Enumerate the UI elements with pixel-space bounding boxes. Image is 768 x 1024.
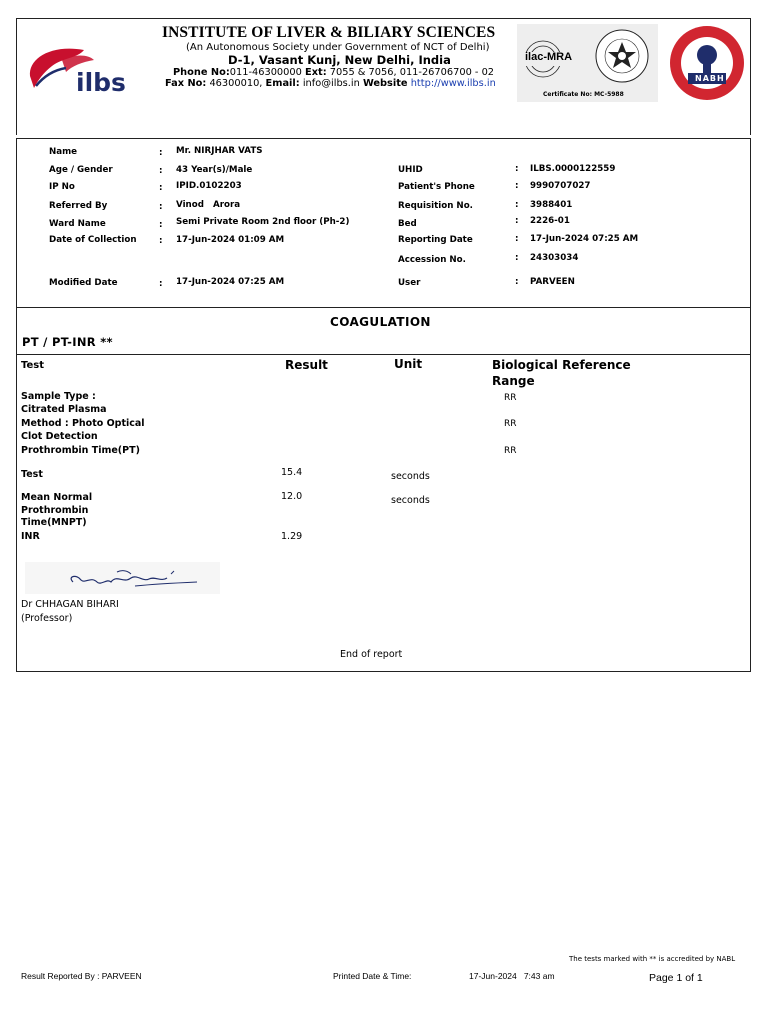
email-label: Email: [265, 78, 300, 89]
col-test-header: Test [21, 360, 45, 371]
institute-fax-line [165, 78, 496, 89]
printed-label: Printed Date & Time: [333, 971, 412, 981]
page-number: Page 1 of 1 [649, 972, 703, 984]
accession-label: Accession No. [398, 255, 466, 265]
colon: : [159, 279, 163, 289]
requisition-label: Requisition No. [398, 201, 473, 211]
website-link[interactable]: http://www.ilbs.in [410, 78, 496, 89]
email-value[interactable]: info@ilbs.in [302, 78, 360, 89]
col-result-header: Result [285, 358, 328, 372]
reported-by: Result Reported By : PARVEEN [21, 971, 142, 981]
bed-label: Bed [398, 219, 417, 229]
pt-header-label: Prothrombin Time(PT) [21, 445, 140, 456]
ilac-text: ilac-MRA [525, 51, 573, 63]
colon: : [515, 164, 519, 174]
results-divider [16, 354, 751, 355]
doctor-signature-image [25, 562, 220, 594]
logo-text: ilbs [76, 68, 126, 97]
colon: : [515, 277, 519, 287]
institute-name: INSTITUTE OF LIVER & BILIARY SCIENCES [162, 24, 496, 41]
fax-value: 46300010, [209, 78, 263, 89]
phone-label: Phone No: [173, 67, 230, 78]
colon: : [515, 253, 519, 263]
printed-value: 17-Jun-2024 7:43 am [469, 971, 555, 981]
colon: : [159, 166, 163, 176]
ref-range-method: RR [504, 419, 517, 429]
colon: : [515, 200, 519, 210]
doctor-name: Dr CHHAGAN BIHARI [21, 599, 119, 610]
ref-range-pt: RR [504, 446, 517, 456]
reporting-date-label: Reporting Date [398, 235, 473, 245]
colon: : [159, 183, 163, 193]
user-label: User [398, 278, 421, 288]
reporting-date-value: 17-Jun-2024 07:25 AM [530, 234, 639, 244]
test-result-value: 15.4 [281, 467, 303, 478]
ext-label: Ext: [305, 67, 327, 78]
name-label: Name [49, 147, 78, 157]
patient-phone-label: Patient's Phone [398, 182, 475, 192]
ilac-mra-logo [523, 38, 587, 82]
requisition-value: 3988401 [530, 200, 573, 210]
colon: : [515, 216, 519, 226]
nabl-seal-icon [591, 28, 653, 84]
uhid-value: ILBS.0000122559 [530, 164, 616, 174]
user-value: PARVEEN [530, 277, 575, 287]
institute-subtitle: (An Autonomous Society under Government of NCT of Delhi) [186, 42, 490, 53]
bed-value: 2226-01 [530, 216, 570, 226]
age-gender-value: 43 Year(s)/Male [176, 165, 253, 175]
ilbs-logo [22, 36, 132, 100]
institute-address: D-1, Vasant Kunj, New Delhi, India [228, 53, 451, 67]
colon: : [159, 202, 163, 212]
institute-phone-line [173, 67, 494, 78]
collection-date-label: Date of Collection [49, 235, 137, 245]
colon: : [159, 148, 163, 158]
colon: : [515, 181, 519, 191]
accreditation-logos [517, 24, 658, 102]
colon: : [159, 220, 163, 230]
accession-value: 24303034 [530, 253, 579, 263]
fax-label: Fax No: [165, 78, 207, 89]
ward-name-label: Ward Name [49, 219, 106, 229]
phone-value: 011-46300000 [229, 67, 302, 78]
nabh-logo [668, 24, 746, 102]
section-title: COAGULATION [330, 315, 431, 329]
uhid-label: UHID [398, 165, 423, 175]
panel-title: PT / PT-INR ** [22, 335, 113, 349]
certificate-number: Certificate No: MC-5988 [543, 91, 624, 98]
ip-no-value: IPID.0102203 [176, 181, 242, 191]
age-gender-label: Age / Gender [49, 165, 113, 175]
mnpt-unit: seconds [391, 495, 430, 506]
colon: : [159, 236, 163, 246]
ip-no-label: IP No [49, 182, 75, 192]
modified-date-value: 17-Jun-2024 07:25 AM [176, 277, 285, 287]
nabh-text: NABH [695, 74, 725, 83]
mnpt-row-label: Mean Normal Prothrombin Time(MNPT) [21, 492, 93, 528]
inr-result-value: 1.29 [281, 531, 303, 542]
ext-value: 7055 & 7056, 011-26706700 - 02 [329, 67, 495, 78]
end-of-report: End of report [340, 649, 403, 660]
collection-date-value: 17-Jun-2024 01:09 AM [176, 235, 285, 245]
referred-by-value: Vinod Arora [176, 200, 241, 210]
mnpt-result-value: 12.0 [281, 491, 303, 502]
modified-date-label: Modified Date [49, 278, 118, 288]
patient-info-box [16, 138, 751, 308]
ref-range-sample: RR [504, 393, 517, 403]
ward-name-value: Semi Private Room 2nd floor (Ph-2) [176, 217, 350, 227]
test-unit: seconds [391, 471, 430, 482]
colon: : [515, 234, 519, 244]
col-ref-header: Biological Reference Range [492, 358, 631, 388]
patient-phone-value: 9990707027 [530, 181, 591, 191]
website-label: Website [362, 78, 408, 89]
method-label: Method : Photo Optical Clot Detection [21, 418, 145, 442]
inr-row-label: INR [21, 531, 40, 542]
referred-by-label: Referred By [49, 201, 108, 211]
sample-type-label: Sample Type : Citrated Plasma [21, 391, 107, 415]
nabl-accreditation-note: The tests marked with ** is accredited by NABL [569, 955, 736, 963]
test-row-label: Test [21, 469, 43, 480]
col-unit-header: Unit [394, 357, 423, 371]
doctor-title: (Professor) [21, 613, 73, 624]
name-value: Mr. NIRJHAR VATS [176, 146, 263, 156]
